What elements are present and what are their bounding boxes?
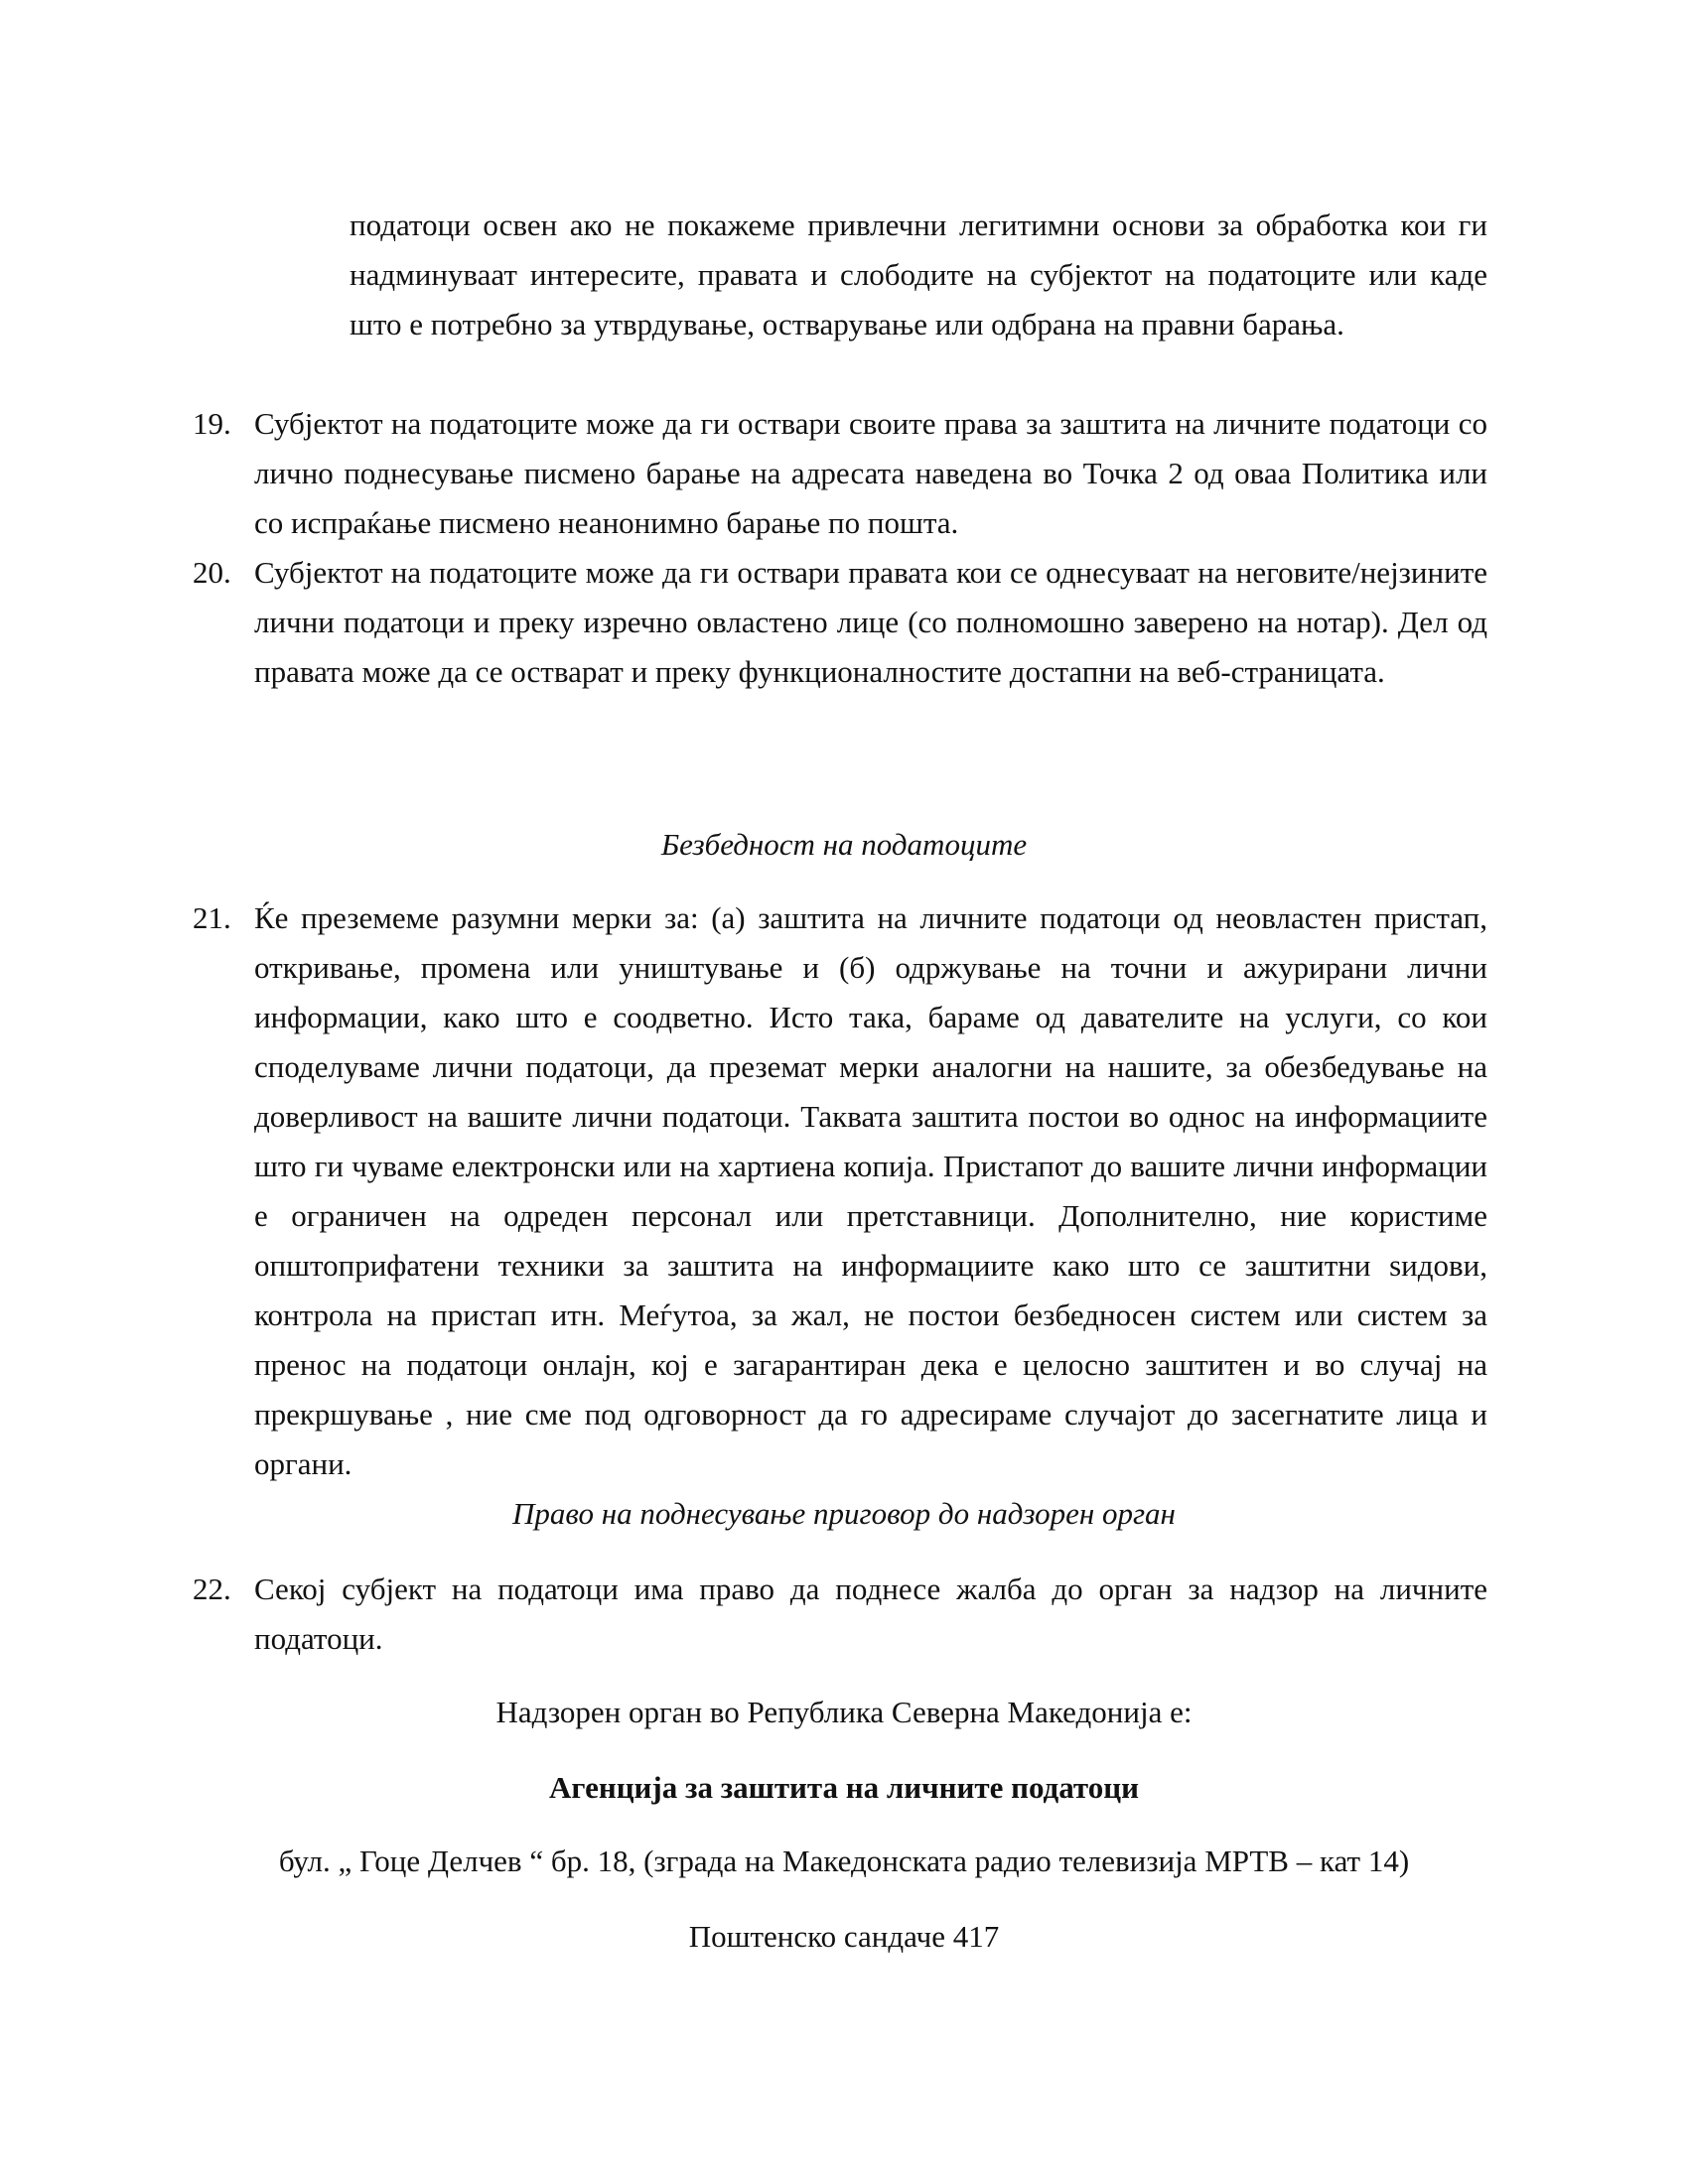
item-number: 22. bbox=[193, 1571, 231, 1606]
item-number: 19. bbox=[193, 406, 231, 441]
item-number: 21. bbox=[193, 900, 231, 935]
item-text: Субјектот на податоците може да ги оствари правата кои се однесуваат на неговите/нејзините лични податоци и преку изречно овластено лице (со полномошно заверено на нотар). Дел од правата може да се остварат и преку функционалностите достапни на веб-страницата. bbox=[254, 555, 1487, 689]
item-number: 20. bbox=[193, 555, 231, 590]
item-text: Ќе преземеме разумни мерки за: (а) заштита на личните податоци од неовластен пристап, откривање, промена или уништување и (б) одржување на точни и ажурирани лични информации, како што е соодветно. Исто така, бараме од давателите на услуги, со кои споделуваме лични податоци, да преземат мерки аналогни на нашите, за обезбедување на доверливост на вашите лични податоци. Таквата заштита постои во однос на информациите што ги чуваме електронски или на хартиена копија. Пристапот до вашите лични информации е ограничен на одреден персонал или претставници. Дополнително, ние користиме општоприфатени техники за заштита на информациите како што се заштитни ѕидови, контрола на пристап итн. Меѓутоа, за жал, не постои безбедносен систем или систем за пренос на податоци онлајн, кој е загарантиран дека е целосно заштитен и во случај на прекршување , ние сме под одговорност да го адресираме случајот до засегнатите лица и органи. bbox=[254, 900, 1487, 1481]
item-text: Секој субјект на податоци има право да поднесе жалба до орган за надзор на личните податоци. bbox=[254, 1571, 1487, 1656]
item-text: Субјектот на податоците може да ги оствари своите права за заштита на личните податоци со лично поднесување писмено барање на адресата наведена во Точка 2 од оваа Политика или со испраќање писмено неанонимно барање по пошта. bbox=[254, 406, 1487, 540]
authority-intro: Надзорен орган во Република Северна Македонија е: bbox=[495, 1695, 1193, 1729]
continuation-paragraph: податоци освен ако не покажеме привлечни легитимни основи за обработка кои ги надминуваат интересите, правата и слободите на субјектот на податоците или каде што е потребно за утврдување, остварување или одбрана на правни барања. bbox=[350, 207, 1487, 341]
section-heading-complaint: Право на поднесување приговор до надзорен орган bbox=[512, 1496, 1176, 1531]
section-heading-security: Безбедност на податоците bbox=[660, 827, 1028, 862]
authority-name: Агенција за заштита на личните податоци bbox=[549, 1770, 1139, 1805]
authority-address: бул. „ Гоце Делчев “ бр. 18, (зграда на Македонската радио телевизија МРТВ – кат 14) bbox=[278, 1843, 1410, 1878]
authority-po-box: Поштенско сандаче 417 bbox=[688, 1919, 1000, 1954]
